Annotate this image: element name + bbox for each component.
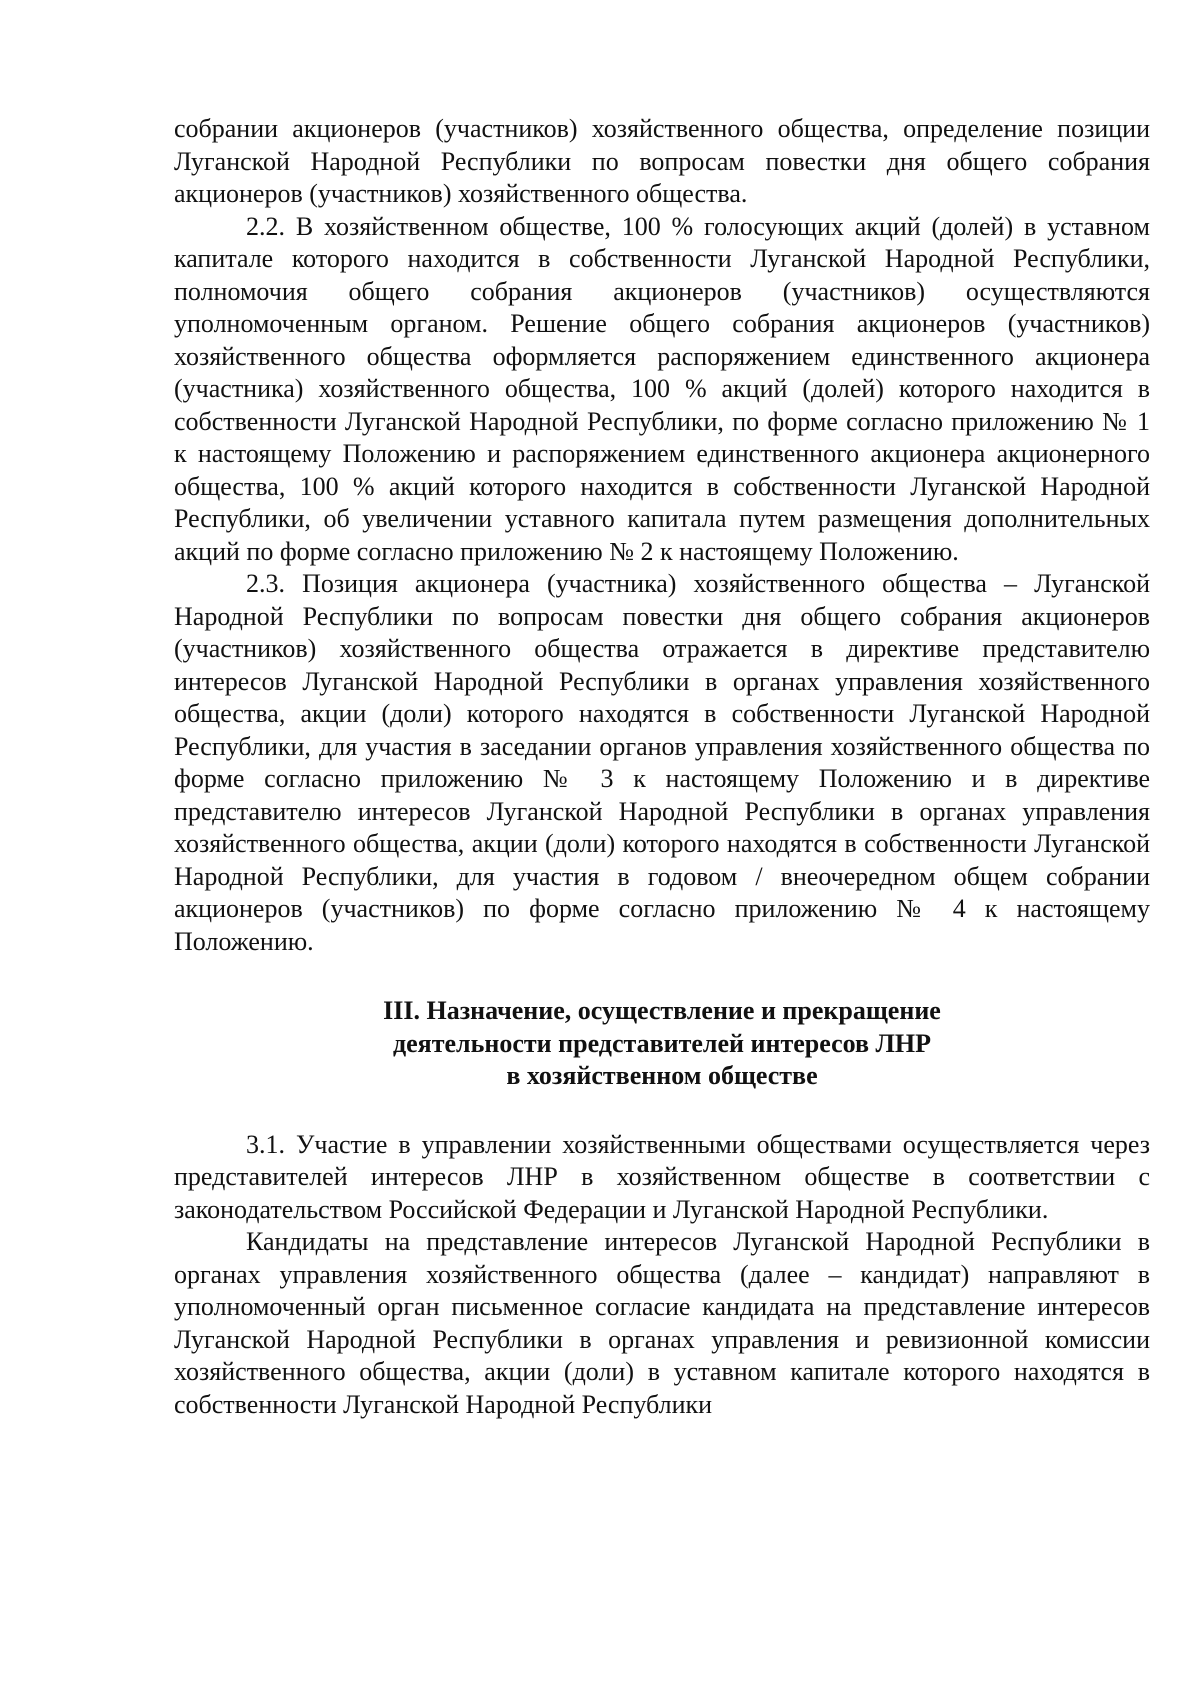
paragraph-candidates: Кандидаты на представление интересов Луганской Народной Республики в органах управления хозяйственного общества (далее – кандидат) направляют в уполномоченный орган письменное согласие кандидата на представление интересов Луганской Народной Республики в органах управления и ревизионной комиссии хозяйственного общества, акции (доли) в уставном капитале которого находятся в собственности Луганской Народной Республики <box>174 1227 1150 1419</box>
paragraph-2-2: 2.2. В хозяйственном обществе, 100 % голосующих акций (долей) в уставном капитале которого находится в собственности Луганской Народной Республики, полномочия общего собрания акционеров (участников) осуществляются уполномоченным органом. Решение общего собрания акционеров (участников) хозяйственного общества оформляется распоряжением единственного акционера (участника) хозяйственного общества, 100 % акций (долей) которого находится в собственности Луганской Народной Республики, по форме согласно приложению № 1 к настоящему Положению и распоряжением единственного акционера акционерного общества, 100 % акций которого находится в собственности Луганской Народной Республики, об увеличении уставного капитала путем размещения дополнительных акций по форме согласно приложению № 2 к настоящему Положению. <box>174 211 1150 566</box>
section-heading <box>174 995 1150 1093</box>
section-heading-line-2: деятельности представителей интересов ЛНР <box>392 1028 932 1058</box>
document-body <box>174 113 1150 1421</box>
section-heading-line-1: III. Назначение, осуществление и прекращение <box>383 996 941 1025</box>
paragraph-3-1: 3.1. Участие в управлении хозяйственными обществами осуществляется через представителей интересов ЛНР в хозяйственном обществе в соответствии с законодательством Российской Федерации и Луганской Народной Республики. <box>174 1129 1150 1224</box>
section-heading-line-3: в хозяйственном обществе <box>506 1061 818 1090</box>
paragraph-2-3: 2.3. Позиция акционера (участника) хозяйственного общества – Луганской Народной Республики по вопросам повестки дня общего собрания акционеров (участников) хозяйственного общества отражается в директиве представителю интересов Луганской Народной Республики в органах управления хозяйственного общества, акции (доли) которого находятся в собственности Луганской Народной Республики, для участия в заседании органов управления хозяйственного общества по форме согласно приложению № 3 к настоящему Положению и в директиве представителю интересов Луганской Народной Республики в органах управления хозяйственного общества, акции (доли) которого находятся в собственности Луганской Народной Республики, для участия в годовом / внеочередном общем собрании акционеров (участников) по форме согласно приложению № 4 к настоящему Положению. <box>174 569 1150 956</box>
paragraph-continuation: собрании акционеров (участников) хозяйственного общества, определение позиции Луганской Народной Республики по вопросам повестки дня общего собрания акционеров (участников) хозяйственного общества. <box>174 114 1150 208</box>
